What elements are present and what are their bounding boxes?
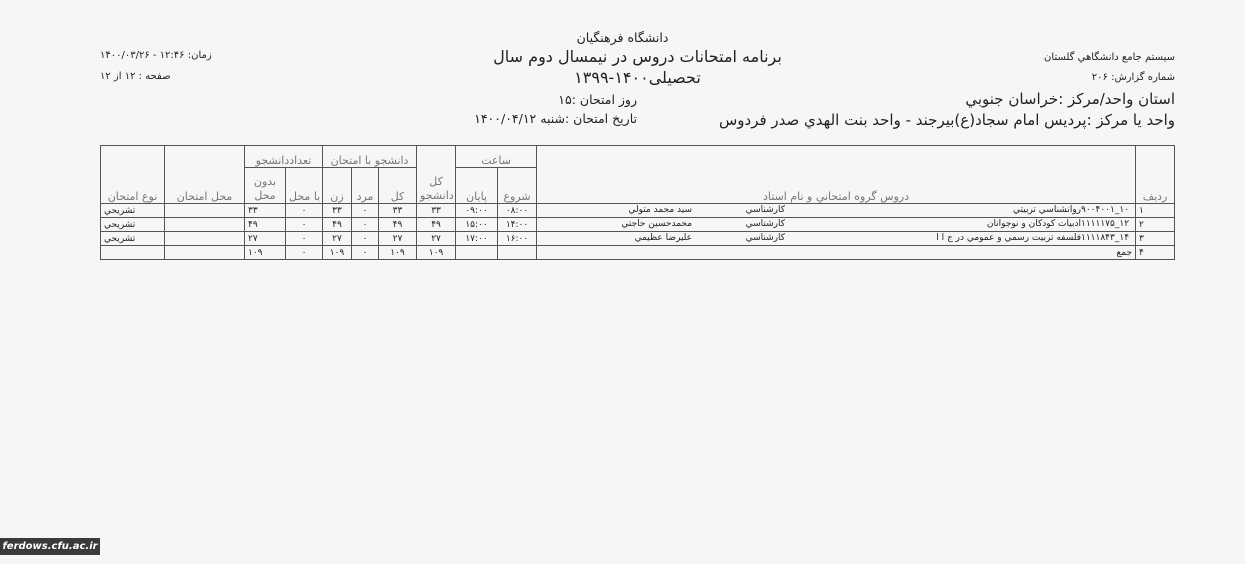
end-time-cell: ۱۷:۰۰ [456,232,498,246]
report-title: برنامه امتحانات دروس در نیمسال دوم سال [493,47,782,66]
end-time-cell: ۱۵:۰۰ [456,218,498,232]
start-time-cell: ۱۴:۰۰ [498,218,537,232]
female-cell: ۴۹ [323,218,352,232]
total-students-cell: ۳۳ [417,204,456,218]
total-cell: ۴۹ [379,218,417,232]
female-cell: ۱۰۹ [323,246,352,260]
end-time-cell [456,246,498,260]
site-badge: ferdows.cfu.ac.ir [0,538,100,555]
table-row [101,218,1175,232]
total-cell: ۳۳ [379,204,417,218]
table-row [101,232,1175,246]
header-total-students: کل دانشجو [417,146,456,204]
with-place-cell: ۰ [286,246,323,260]
header-total: کل [379,168,417,204]
exam-place-cell [165,246,245,260]
total-students-cell: ۴۹ [417,218,456,232]
with-place-cell: ۰ [286,204,323,218]
header-exam-place: محل امتحان [165,146,245,204]
header-row: رديف [1136,146,1175,204]
with-place-cell: ۰ [286,232,323,246]
course-teacher: سيد محمد متولي [628,205,693,215]
header-end: پايان [456,168,498,204]
total-label: جمع [537,246,1136,260]
header-without-place: بدون محل [245,168,286,204]
start-time-cell [498,246,537,260]
university-name: دانشگاه فرهنگيان [576,30,669,45]
table-row [101,204,1175,218]
exam-type-cell: تشريحي [101,232,165,246]
without-place-cell: ۲۷ [245,232,286,246]
header-with-place: با محل [286,168,323,204]
header-start: شروع [498,168,537,204]
exam-place-cell [165,232,245,246]
row-number-cell: ۱ [1136,204,1175,218]
total-cell: ۲۷ [379,232,417,246]
exam-date: تاريخ امتحان :شنبه ۱۴۰۰/۰۴/۱۲ [474,111,637,126]
male-cell: ۰ [352,246,379,260]
male-cell: ۰ [352,204,379,218]
exam-schedule-table [100,145,1175,260]
exam-place-cell [165,204,245,218]
course-degree: کارشناسي [745,233,786,243]
total-students-cell: ۱۰۹ [417,246,456,260]
without-place-cell: ۳۳ [245,204,286,218]
page-number: صفحه : ۱۲ از ۱۲ [100,71,171,82]
course-degree: کارشناسي [745,205,786,215]
row-number-cell: ۳ [1136,232,1175,246]
course-teacher: محمدحسين حاجتي [621,219,693,229]
male-cell: ۰ [352,232,379,246]
header-female: زن [323,168,352,204]
system-name: سيستم جامع دانشگاهي گلستان [1044,52,1175,63]
course-teacher: عليرضا عظيمي [634,233,693,243]
course-cell [537,204,1136,218]
exam-day: روز امتحان :۱۵ [558,92,637,107]
with-place-cell: ۰ [286,218,323,232]
course-name: ۱۲_۱۱۱۱۱۷۵ادبيات کودکان و نوجوانان [986,219,1130,229]
course-cell [537,218,1136,232]
without-place-cell: ۱۰۹ [245,246,286,260]
header-male: مرد [352,168,379,204]
header-exam-type: نوع امتحان [101,146,165,204]
exam-place-cell [165,218,245,232]
header-students-with-exam: دانشجو با امتحان [323,146,417,168]
exam-type-cell: تشريحي [101,204,165,218]
exam-type-cell: تشريحي [101,218,165,232]
row-number-cell: ۲ [1136,218,1175,232]
start-time-cell: ۰۸:۰۰ [498,204,537,218]
course-name: ۱۰_۹۰۰۴۰۰۱روانشناسي تربيتي [1013,205,1130,215]
row-number-cell: ۴ [1136,246,1175,260]
female-cell: ۲۷ [323,232,352,246]
unit: واحد يا مرکز :پرديس امام سجاد(ع)بيرجند - واحد بنت الهدي صدر فردوس [718,111,1175,129]
total-cell: ۱۰۹ [379,246,417,260]
end-time-cell: ۰۹:۰۰ [456,204,498,218]
header-student-count: تعداددانشجو [245,146,323,168]
report-time: زمان: ۱۲:۴۶ - ۱۴۰۰/۰۳/۲۶ [100,50,212,61]
male-cell: ۰ [352,218,379,232]
course-name: ۱۴_۱۱۱۱۸۴۳فلسفه تربيت رسمي و عمومي در ج ا ا [936,233,1130,243]
exam-type-cell [101,246,165,260]
start-time-cell: ۱۶:۰۰ [498,232,537,246]
report-number: شماره گزارش: ۲۰۶ [1091,72,1175,83]
province: استان واحد/مرکز :خراسان جنوبي [965,90,1175,108]
course-cell [537,232,1136,246]
without-place-cell: ۴۹ [245,218,286,232]
total-students-cell: ۲۷ [417,232,456,246]
report-title-line2: تحصیلی۱۴۰۰-۱۳۹۹ [574,68,701,87]
header-time-group: ساعت [456,146,537,168]
header-course: دروس گروه امتحاني و نام استاد [537,146,1136,204]
course-degree: کارشناسي [745,219,786,229]
female-cell: ۳۳ [323,204,352,218]
total-row [101,246,1175,260]
